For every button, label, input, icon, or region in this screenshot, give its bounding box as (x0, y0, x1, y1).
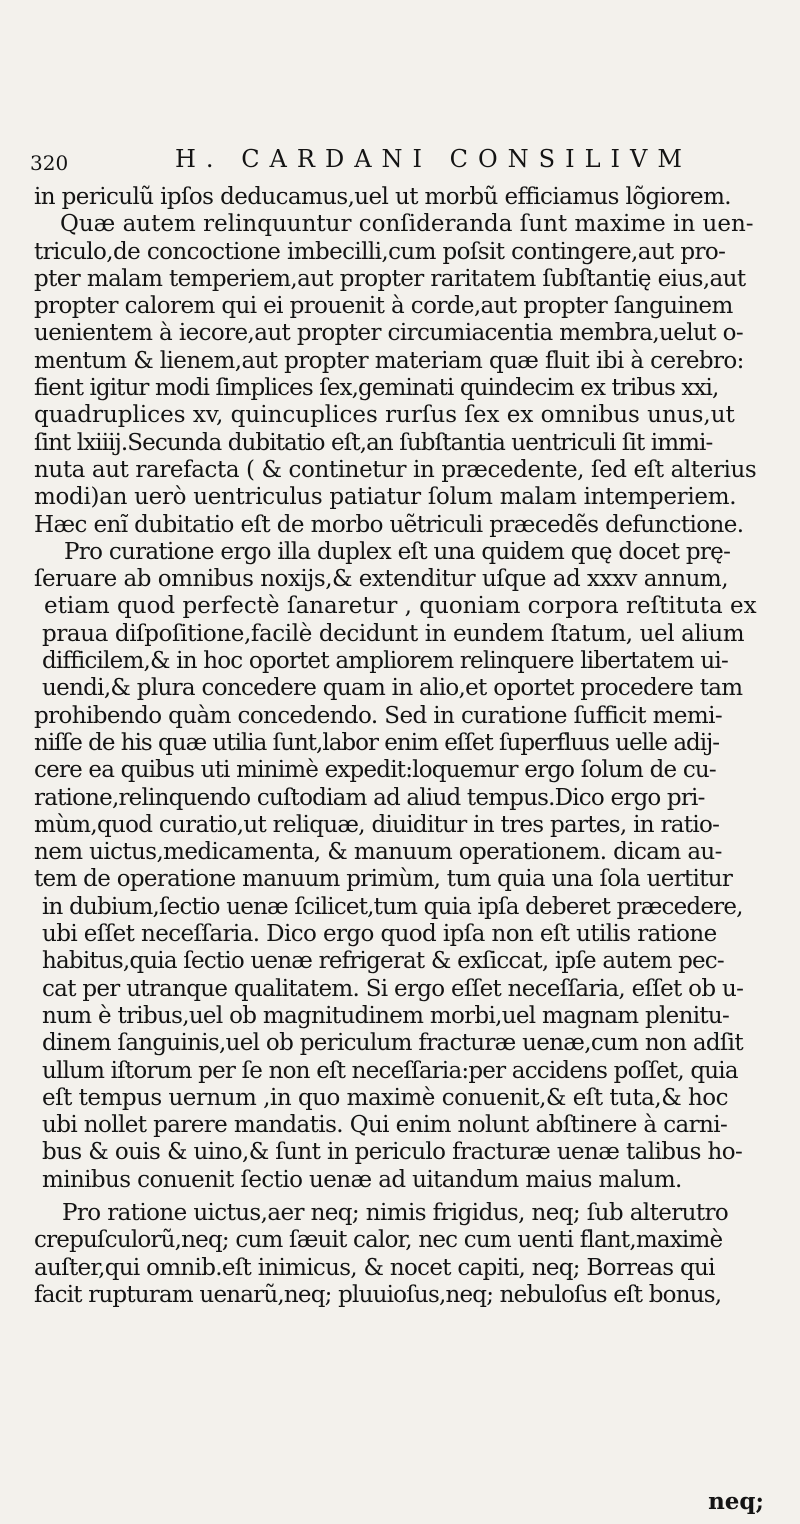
text-line: in periculũ ipſos deducamus,uel ut morbũ efficiamus lõgiorem. (34, 184, 731, 210)
text-line: pter malam temperiem,aut propter raritatem ſubſtantię eius,aut (34, 265, 746, 292)
text-line: ubi nollet parere mandatis. Qui enim nolunt abſtinere à carni- (42, 1112, 728, 1139)
text-line: minibus conuenit ſectio uenæ ad uitandum maius malum. (42, 1166, 682, 1193)
text-line: eſt tempus uernum ,in quo maximè conuenit,& eſt tuta,& hoc (42, 1084, 729, 1111)
text-line: crepuſculorũ,neq; cum ſæuit calor, nec cum uenti flant,maximè (34, 1227, 723, 1254)
text-line: nuta aut rarefacta ( & continetur in præcedente, ſed eſt alterius (34, 456, 757, 483)
text-line: ratione,relinquendo cuſtodiam ad aliud tempus.Dico ergo pri- (34, 784, 705, 811)
text-line: auſter,qui omnib.eſt inimicus, & nocet capiti, neq; Borreas qui (34, 1254, 715, 1281)
text-line: mùm,quod curatio,ut reliquæ, diuiditur in tres partes, in ratio- (34, 811, 720, 838)
text-line: tem de operatione manuum primùm, tum quia una ſola uertitur (34, 866, 733, 893)
text-line: prohibendo quàm concedendo. Sed in curatione ſufficit memi- (34, 702, 723, 729)
text-line: Hæc enĩ dubitatio eſt de morbo uẽtriculi præcedẽs defunctione. (34, 511, 744, 538)
text-line: praua diſpoſitione,facilè decidunt in eundem ſtatum, uel alium (42, 620, 745, 647)
text-line: cere ea quibus uti minimè expedit:loquemur ergo ſolum de cu- (34, 757, 716, 784)
text-line: in dubium,ſectio uenæ ſcilicet,tum quia ipſa deberet præcedere, (42, 893, 743, 920)
text-line: quadruplices xv, quincuplices rurſus ſex ex omnibus unus,ut (34, 402, 735, 429)
text-line: nem uictus,medicamenta, & manuum operationem. dicam au- (34, 839, 722, 866)
text-line: uendi,& plura concedere quam in alio,et oportet procedere tam (42, 675, 743, 702)
body-text (34, 184, 774, 1309)
text-line: Pro ratione uictus,aer neq; nimis frigidus, neq; ſub alterutro (62, 1199, 729, 1226)
text-line: dinem ſanguinis,uel ob periculum fracturæ uenæ,cum non adſit (42, 1030, 743, 1057)
page-number: 320 (30, 151, 69, 175)
text-line: niſſe de his quæ utilia ſunt,labor enim eſſet ſuperfluus uelle adij- (34, 729, 720, 756)
text-line: num è tribus,uel ob magnitudinem morbi,uel magnam plenitu- (42, 1002, 730, 1029)
text-line: Quæ autem relinquuntur conſideranda ſunt maxime in uen- (60, 211, 754, 238)
text-line: fient igitur modi ſimplices ſex,geminati quindecim ex tribus xxi, (34, 375, 719, 402)
text-line: bus & ouis & uino,& ſunt in periculo fracturæ uenæ talibus ho- (42, 1139, 743, 1166)
text-line: mentum & lienem,aut propter materiam quæ fluit ibi à cerebro: (34, 347, 744, 374)
text-line: habitus,quia ſectio uenæ refrigerat & exſiccat, ipſe autem pec- (42, 948, 724, 975)
text-line: etiam quod perfectè ſanaretur , quoniam corpora reſtituta ex (44, 593, 757, 620)
text-line: modi)an uerò uentriculus patiatur ſolum malam intemperiem. (34, 484, 737, 511)
catchword: neq; (708, 1488, 764, 1515)
text-line: ubi eſſet neceſſaria. Dico ergo quod ipſa non eſt utilis ratione (42, 921, 717, 948)
text-line: uenientem à iecore,aut propter circumiacentia membra,uelut o- (34, 320, 744, 347)
text-line: Pro curatione ergo illa duplex eſt una quidem quę docet prę- (64, 538, 731, 565)
text-line: difficilem,& in hoc oportet ampliorem relinquere libertatem ui- (42, 648, 728, 675)
page-header (0, 145, 800, 179)
text-line: cat per utranque qualitatem. Si ergo eſſet neceſſaria, eſſet ob u- (42, 975, 744, 1002)
text-line: ullum iſtorum per ſe non eſt neceſſaria:per accidens poſſet, quia (42, 1057, 738, 1084)
text-line: propter calorem qui ei prouenit à corde,aut propter ſanguinem (34, 293, 733, 320)
text-line: ſeruare ab omnibus noxijs,& extenditur uſque ad xxxv annum, (34, 566, 729, 593)
text-line: ſint lxiiij.Secunda dubitatio eſt,an ſubſtantia uentriculi ſit immi- (34, 429, 713, 456)
text-line: facit rupturam uenarũ,neq; pluuioſus,neq; nebuloſus eſt bonus, (34, 1281, 722, 1308)
running-title: H. CARDANI CONSILIVM (175, 145, 692, 173)
text-line: triculo,de concoctione imbecilli,cum poſsit contingere,aut pro- (34, 238, 726, 265)
